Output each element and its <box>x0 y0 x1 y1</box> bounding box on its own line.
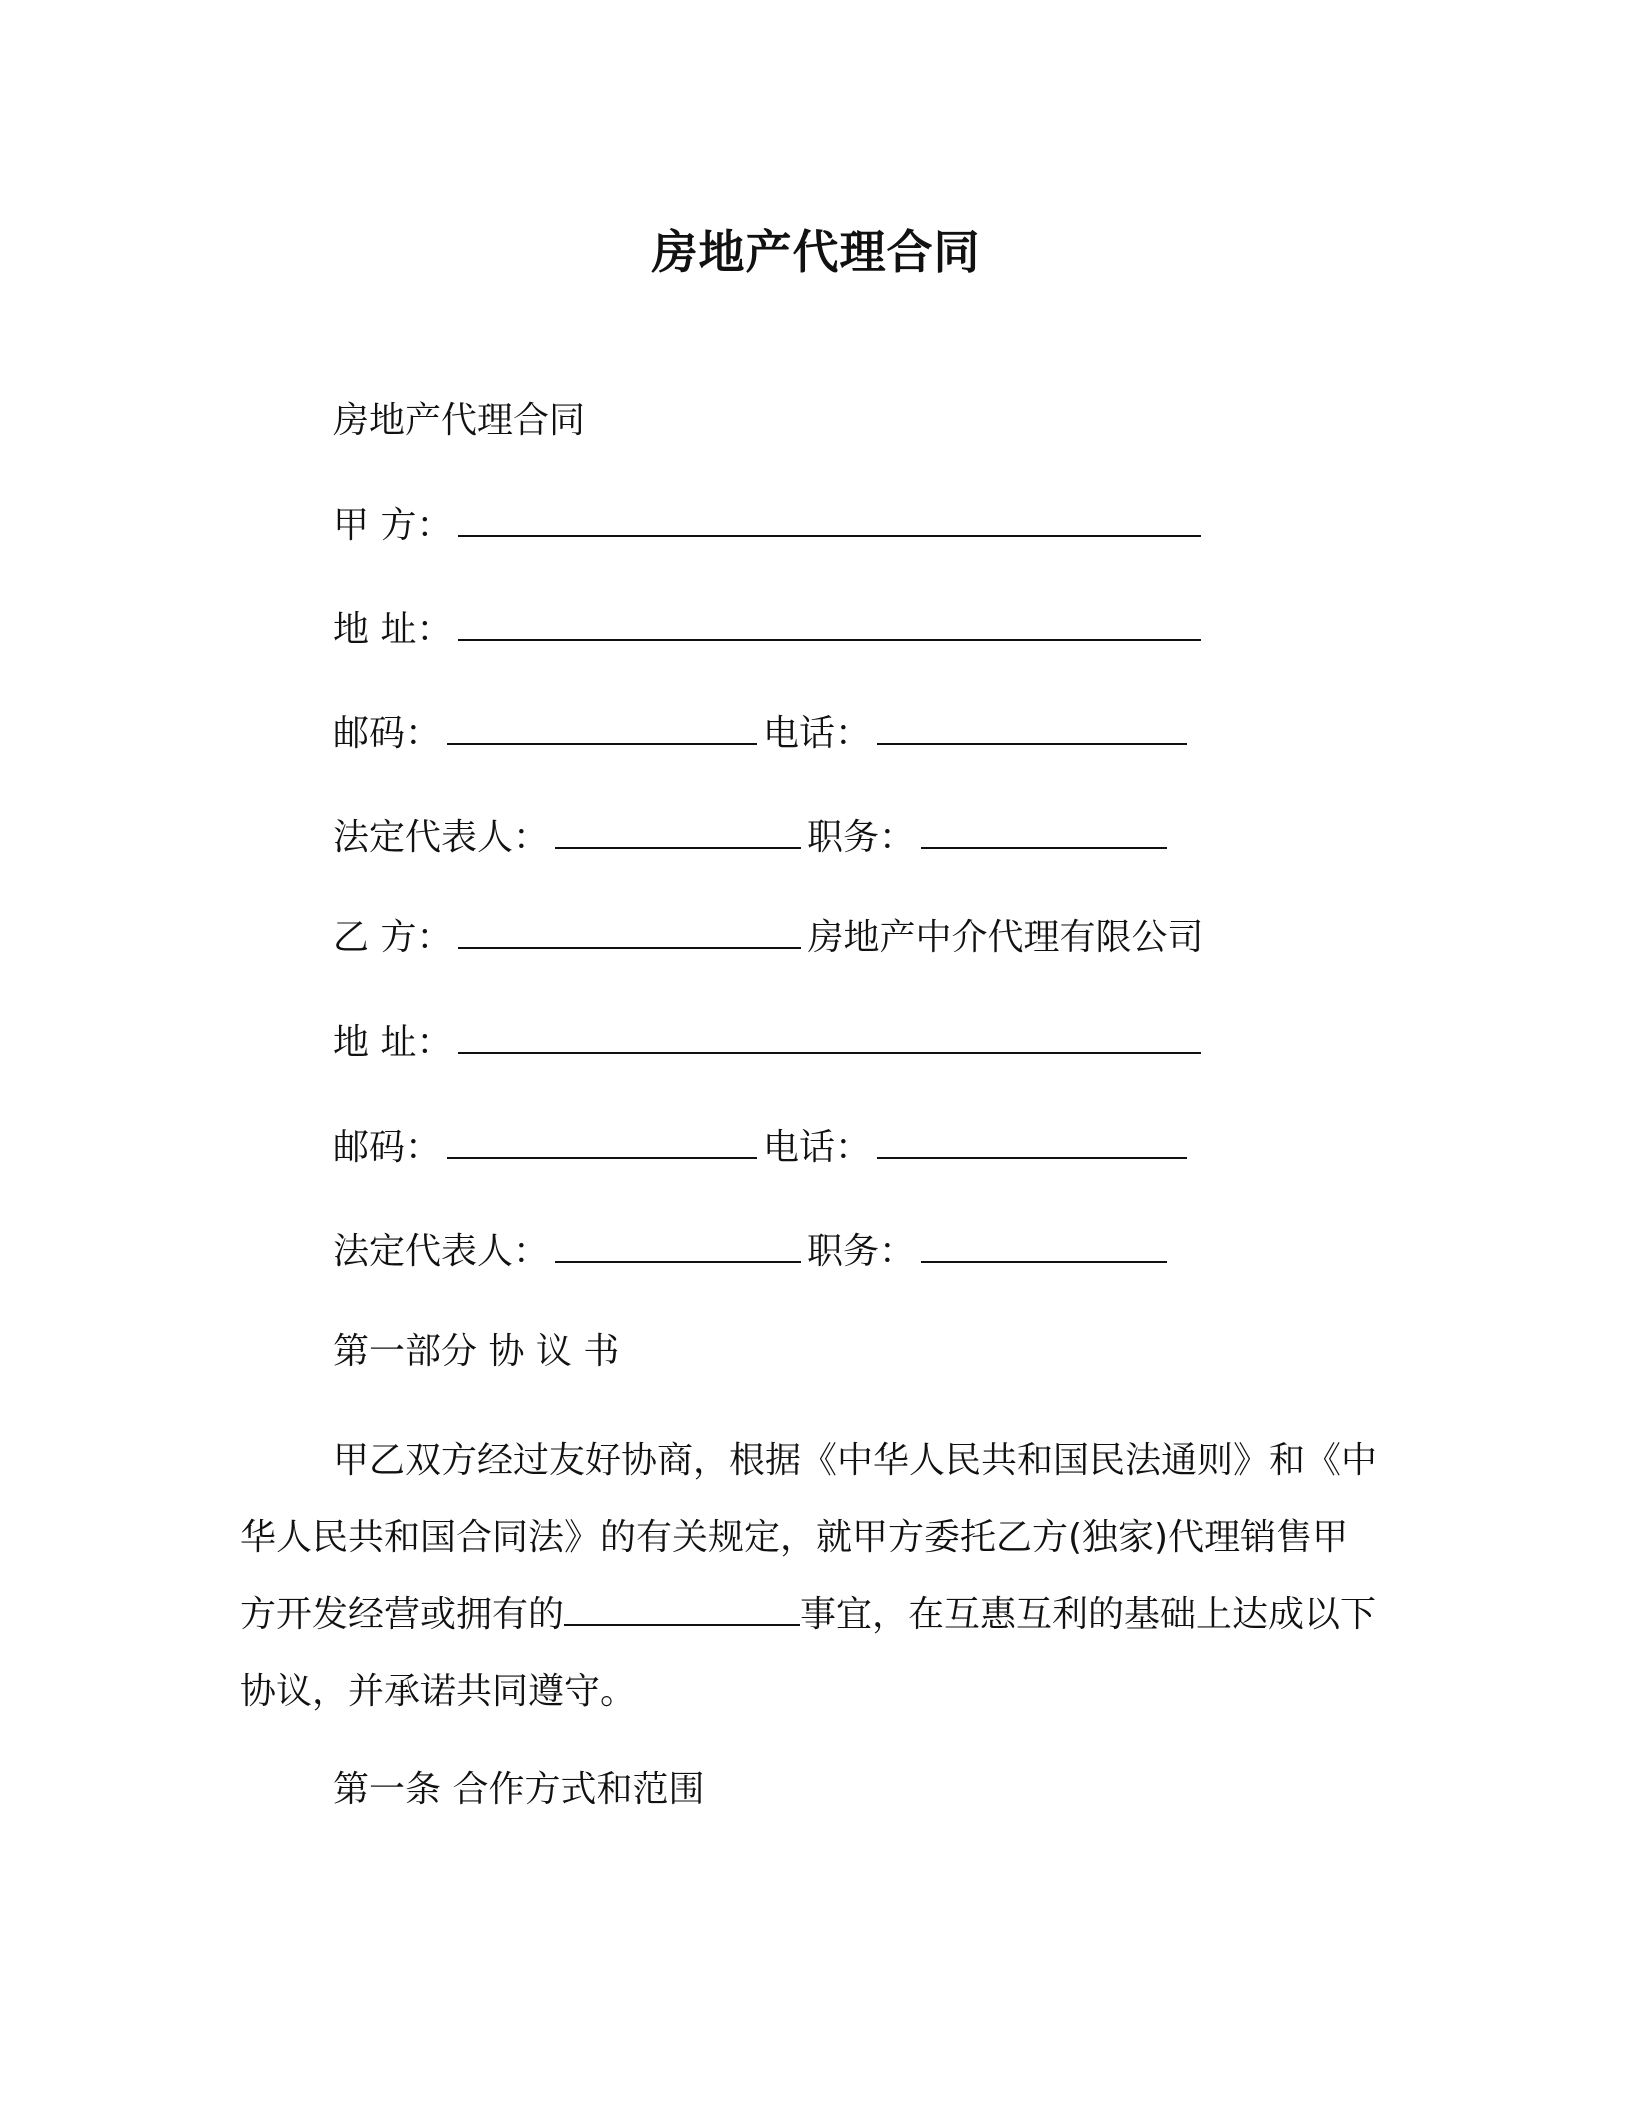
agreement-text-after: 事宜，在互惠互利的基础上达成以下协议，并承诺共同遵守。 <box>240 1594 1377 1712</box>
party-a-name-blank <box>458 505 1201 537</box>
party-b-name-row <box>333 914 1203 962</box>
party-a-rep-row <box>333 814 1173 862</box>
part-heading: 第一部分 协 议 书 <box>333 1331 620 1372</box>
party-b-rep-row <box>333 1228 1173 1276</box>
party-a-address-label: 地 址： <box>333 609 453 650</box>
party-a-contact-row <box>333 710 1193 758</box>
party-a-zip-label: 邮码： <box>333 713 442 754</box>
party-b-address-blank <box>458 1022 1201 1054</box>
project-name-blank <box>564 1594 800 1626</box>
party-b-phone-blank <box>877 1127 1187 1159</box>
party-b-rep-label: 法定代表人： <box>333 1231 550 1272</box>
party-b-zip-blank <box>447 1127 757 1159</box>
party-b-address-label: 地 址： <box>333 1022 453 1063</box>
party-a-address-blank <box>458 609 1201 641</box>
party-b-position-label: 职务： <box>807 1231 916 1272</box>
party-b-address-row <box>333 1019 1207 1067</box>
party-b-position-blank <box>921 1231 1167 1263</box>
party-b-zip-label: 邮码： <box>333 1127 442 1168</box>
party-a-name-label: 甲 方： <box>333 505 453 546</box>
party-a-phone-blank <box>877 713 1187 745</box>
party-a-position-label: 职务： <box>807 817 916 858</box>
party-b-name-blank <box>458 917 801 949</box>
party-a-rep-label: 法定代表人： <box>333 817 550 858</box>
party-a-rep-blank <box>555 817 801 849</box>
party-b-rep-blank <box>555 1231 801 1263</box>
article-1-heading: 第一条 合作方式和范围 <box>333 1769 705 1810</box>
agreement-paragraph <box>240 1422 1380 1730</box>
party-b-name-label: 乙 方： <box>333 917 453 958</box>
party-a-name-row <box>333 502 1207 550</box>
document-subtitle: 房地产代理合同 <box>333 400 586 441</box>
agreement-text-before: 甲乙双方经过友好协商，根据《中华人民共和国民法通则》和《中华人民共和国合同法》的有关规定，就甲方委托乙方(独家)代理销售甲方开发经营或拥有的 <box>240 1440 1378 1635</box>
party-a-zip-blank <box>447 713 757 745</box>
party-a-address-row <box>333 606 1207 654</box>
document-title: 房地产代理合同 <box>651 225 981 279</box>
party-b-contact-row <box>333 1124 1193 1172</box>
party-a-phone-label: 电话： <box>763 713 872 754</box>
party-b-name-suffix: 房地产中介代理有限公司 <box>807 917 1204 958</box>
party-b-phone-label: 电话： <box>763 1127 872 1168</box>
party-a-position-blank <box>921 817 1167 849</box>
